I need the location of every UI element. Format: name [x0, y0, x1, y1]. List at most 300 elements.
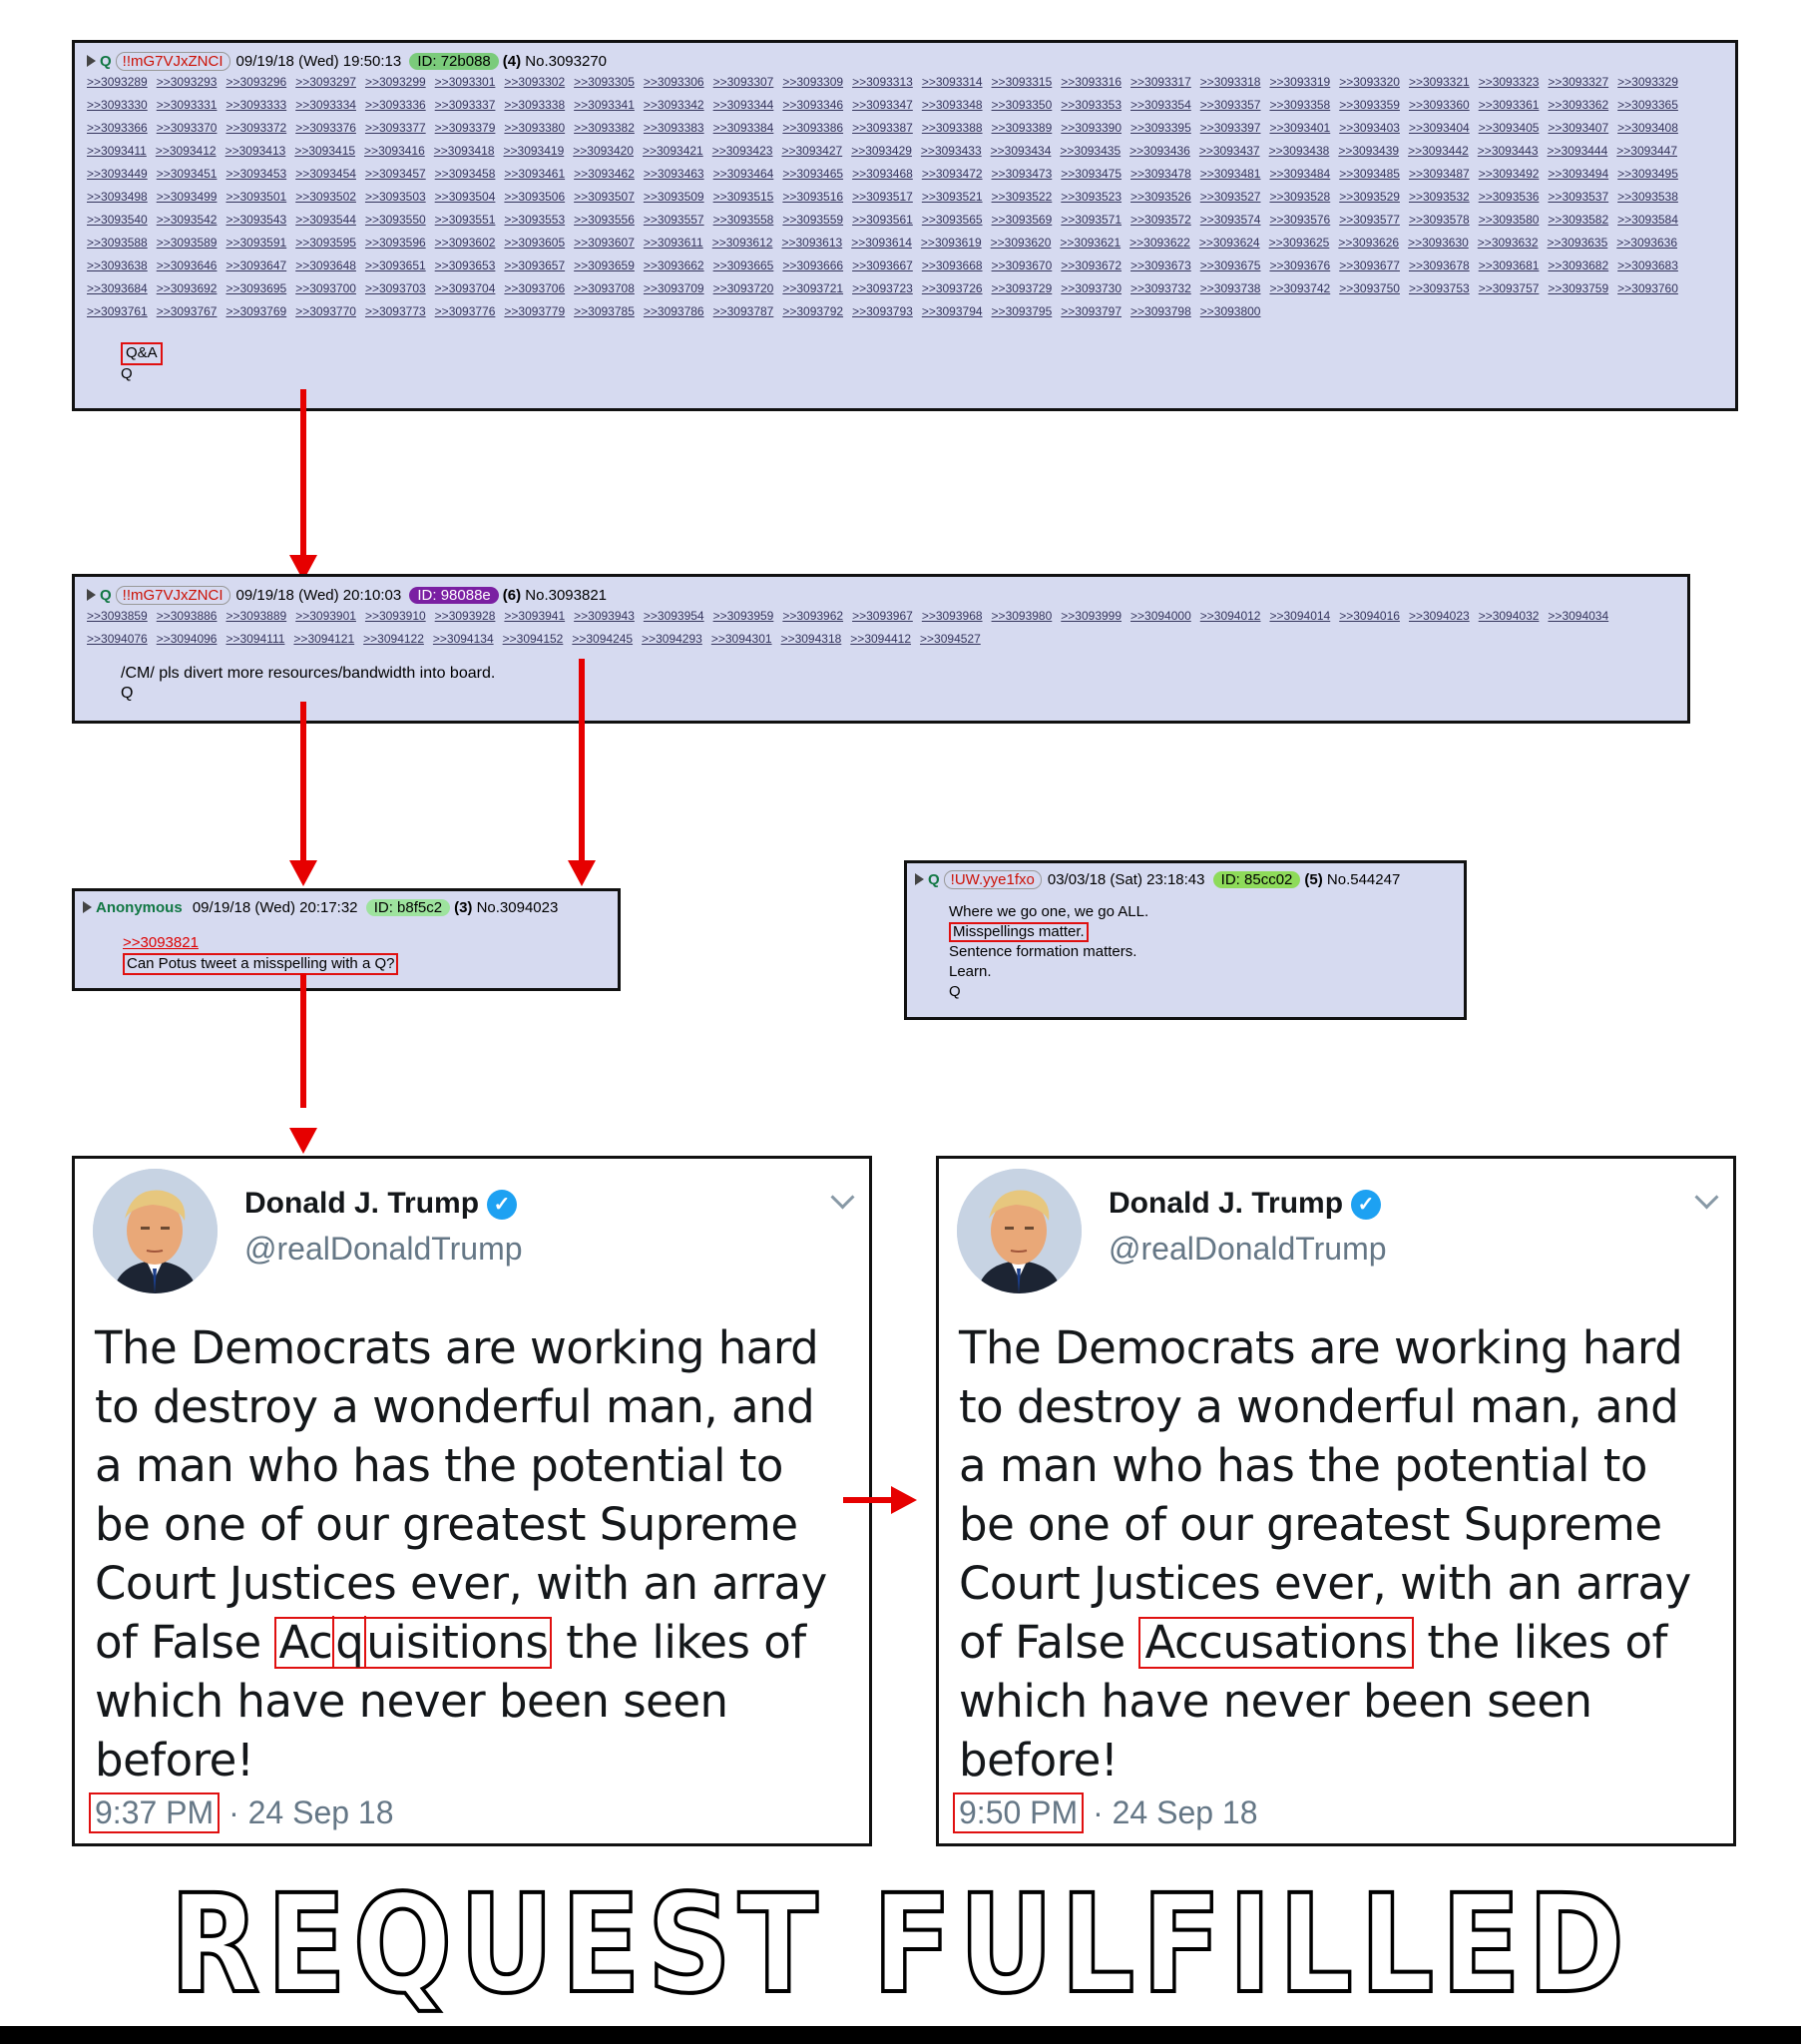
reply-link[interactable]: >>3093700 [295, 280, 356, 295]
reply-link[interactable]: >>3093666 [782, 257, 844, 272]
reply-link[interactable]: >>3093943 [574, 608, 635, 623]
reply-link[interactable]: >>3093305 [574, 74, 635, 89]
reply-link[interactable]: >>3093463 [643, 166, 704, 181]
reply-link[interactable]: >>3093561 [852, 212, 913, 227]
reply-link[interactable]: >>3093416 [364, 143, 425, 158]
reply-link[interactable]: >>3093536 [1478, 189, 1540, 204]
reply-link[interactable]: >>3093366 [87, 120, 148, 135]
reply-link[interactable]: >>3093502 [295, 189, 356, 204]
reply-link[interactable]: >>3093794 [921, 303, 983, 318]
reply-link[interactable]: >>3093910 [364, 608, 426, 623]
reply-link[interactable]: >>3093962 [782, 608, 844, 623]
reply-link[interactable]: >>3094111 [225, 631, 285, 646]
reply-link[interactable]: >>3093630 [1408, 235, 1469, 250]
reply-link[interactable]: >>3093434 [990, 143, 1052, 158]
reply-link[interactable]: >>3093667 [852, 257, 913, 272]
reply-link[interactable]: >>3093380 [504, 120, 566, 135]
reply-link[interactable]: >>3093767 [156, 303, 218, 318]
reply-link[interactable]: >>3093626 [1338, 235, 1400, 250]
tweet-timestamp[interactable] [89, 1792, 394, 1833]
reply-link[interactable]: >>3093309 [782, 74, 844, 89]
poster-id-badge[interactable]: ID: b8f5c2 [366, 899, 450, 916]
reply-link[interactable]: >>3093521 [921, 189, 983, 204]
reply-link[interactable]: >>3093342 [643, 97, 704, 112]
post-number[interactable]: No.3093270 [525, 53, 608, 70]
reply-link[interactable]: >>3093346 [782, 97, 844, 112]
reply-link[interactable]: >>3093859 [87, 608, 148, 623]
reply-link[interactable]: >>3093464 [712, 166, 774, 181]
reply-link[interactable]: >>3093569 [991, 212, 1053, 227]
reply-link[interactable]: >>3093786 [643, 303, 704, 318]
reply-link[interactable]: >>3093481 [1199, 166, 1261, 181]
reply-link[interactable]: >>3093405 [1478, 120, 1540, 135]
reply-link[interactable]: >>3093418 [433, 143, 495, 158]
reply-link[interactable]: >>3093574 [1199, 212, 1261, 227]
reply-link[interactable]: >>3093607 [574, 235, 635, 250]
reply-link[interactable]: >>3093785 [574, 303, 635, 318]
reply-link[interactable]: >>3093361 [1478, 97, 1540, 112]
reply-link[interactable]: >>3093516 [782, 189, 844, 204]
tweet-author-name[interactable] [1109, 1187, 1381, 1221]
reply-link[interactable]: >>3094016 [1339, 608, 1400, 623]
reply-link[interactable]: >>3093559 [782, 212, 844, 227]
reply-link[interactable]: >>3093675 [1199, 257, 1261, 272]
reply-link[interactable]: >>3093647 [225, 257, 287, 272]
quote-link[interactable]: >>3093821 [123, 933, 199, 951]
reply-link[interactable]: >>3093401 [1269, 120, 1331, 135]
chevron-down-icon[interactable] [830, 1185, 854, 1209]
reply-link[interactable]: >>3093333 [225, 97, 287, 112]
reply-link[interactable]: >>3093350 [991, 97, 1053, 112]
avatar[interactable] [93, 1169, 218, 1293]
reply-link[interactable]: >>3093759 [1548, 280, 1609, 295]
reply-link[interactable]: >>3093753 [1408, 280, 1470, 295]
reply-link[interactable]: >>3093316 [1061, 74, 1123, 89]
reply-link[interactable]: >>3093769 [225, 303, 287, 318]
reply-link[interactable]: >>3093503 [364, 189, 426, 204]
reply-link[interactable]: >>3093451 [156, 166, 218, 181]
reply-link[interactable]: >>3093360 [1408, 97, 1470, 112]
reply-link[interactable]: >>3093670 [991, 257, 1053, 272]
reply-link[interactable]: >>3093638 [87, 257, 148, 272]
reply-link[interactable]: >>3093556 [574, 212, 635, 227]
reply-link[interactable]: >>3094096 [156, 631, 218, 646]
reply-link[interactable]: >>3093334 [295, 97, 356, 112]
reply-link[interactable]: >>3093798 [1130, 303, 1191, 318]
reply-link[interactable]: >>3093357 [1199, 97, 1261, 112]
reply-link[interactable]: >>3093526 [1130, 189, 1191, 204]
reply-link[interactable]: >>3093968 [921, 608, 983, 623]
reply-link[interactable]: >>3093582 [1548, 212, 1609, 227]
reply-link[interactable]: >>3093886 [156, 608, 218, 623]
reply-link[interactable]: >>3093967 [852, 608, 913, 623]
reply-link[interactable]: >>3093329 [1617, 74, 1678, 89]
reply-link[interactable]: >>3093523 [1061, 189, 1123, 204]
reply-link[interactable]: >>3093318 [1199, 74, 1261, 89]
reply-link[interactable]: >>3093395 [1130, 120, 1191, 135]
reply-link[interactable]: >>3093959 [712, 608, 774, 623]
reply-link[interactable]: >>3093542 [156, 212, 218, 227]
reply-link[interactable]: >>3093319 [1269, 74, 1331, 89]
reply-link[interactable]: >>3093336 [364, 97, 426, 112]
reply-link[interactable]: >>3093472 [921, 166, 983, 181]
reply-link[interactable]: >>3094012 [1199, 608, 1261, 623]
reply-link[interactable]: >>3093621 [1060, 235, 1122, 250]
reply-link[interactable]: >>3093522 [991, 189, 1053, 204]
reply-link[interactable]: >>3093800 [1199, 303, 1261, 318]
reply-link[interactable]: >>3093795 [991, 303, 1053, 318]
reply-link[interactable]: >>3093388 [921, 120, 983, 135]
reply-link[interactable]: >>3093662 [643, 257, 704, 272]
reply-link[interactable]: >>3093584 [1617, 212, 1678, 227]
reply-link[interactable]: >>3093757 [1478, 280, 1540, 295]
reply-link[interactable]: >>3093377 [364, 120, 426, 135]
reply-link[interactable]: >>3093376 [295, 120, 356, 135]
reply-link[interactable]: >>3093595 [295, 235, 356, 250]
reply-link[interactable]: >>3093738 [1199, 280, 1261, 295]
reply-link[interactable]: >>3093750 [1339, 280, 1400, 295]
tweet-author-name[interactable] [244, 1187, 517, 1221]
reply-link[interactable]: >>3093540 [87, 212, 148, 227]
reply-link[interactable]: >>3093454 [295, 166, 356, 181]
reply-link[interactable]: >>3093551 [434, 212, 496, 227]
reply-link[interactable]: >>3093404 [1408, 120, 1470, 135]
reply-link[interactable]: >>3093353 [1061, 97, 1123, 112]
reply-link[interactable]: >>3093532 [1408, 189, 1470, 204]
reply-link[interactable]: >>3093676 [1269, 257, 1331, 272]
reply-link[interactable]: >>3093330 [87, 97, 148, 112]
reply-link[interactable]: >>3093901 [295, 608, 356, 623]
reply-link[interactable]: >>3093423 [711, 143, 773, 158]
reply-link[interactable]: >>3093386 [782, 120, 844, 135]
reply-link[interactable]: >>3093980 [991, 608, 1053, 623]
reply-link[interactable]: >>3094293 [642, 631, 702, 646]
reply-link[interactable]: >>3093695 [225, 280, 287, 295]
reply-link[interactable]: >>3093632 [1477, 235, 1539, 250]
reply-link[interactable]: >>3093576 [1269, 212, 1331, 227]
reply-link[interactable]: >>3093449 [87, 166, 148, 181]
reply-link[interactable]: >>3093495 [1617, 166, 1678, 181]
reply-link[interactable]: >>3093543 [225, 212, 287, 227]
avatar[interactable] [957, 1169, 1082, 1293]
reply-link[interactable]: >>3093289 [87, 74, 148, 89]
reply-link[interactable]: >>3093484 [1269, 166, 1331, 181]
reply-link[interactable]: >>3093557 [643, 212, 704, 227]
reply-link[interactable]: >>3093293 [156, 74, 218, 89]
reply-link[interactable]: >>3093954 [643, 608, 704, 623]
reply-link[interactable]: >>3093625 [1268, 235, 1330, 250]
reply-link[interactable]: >>3093370 [156, 120, 218, 135]
reply-link[interactable]: >>3093362 [1548, 97, 1609, 112]
reply-link[interactable]: >>3093307 [712, 74, 774, 89]
reply-link[interactable]: >>3093299 [364, 74, 426, 89]
reply-link[interactable]: >>3093578 [1408, 212, 1470, 227]
reply-link[interactable]: >>3093475 [1061, 166, 1123, 181]
reply-link[interactable]: >>3093420 [573, 143, 634, 158]
post-menu-triangle-icon[interactable] [87, 55, 96, 67]
post-menu-triangle-icon[interactable] [87, 589, 96, 601]
reply-link[interactable]: >>3093421 [642, 143, 703, 158]
reply-link[interactable]: >>3093624 [1198, 235, 1260, 250]
reply-link[interactable]: >>3093320 [1339, 74, 1400, 89]
reply-link[interactable]: >>3093558 [712, 212, 774, 227]
reply-link[interactable]: >>3094134 [432, 631, 494, 646]
reply-link[interactable]: >>3093338 [504, 97, 566, 112]
reply-link[interactable]: >>3093341 [574, 97, 635, 112]
reply-link[interactable]: >>3093635 [1547, 235, 1608, 250]
reply-link[interactable]: >>3093397 [1199, 120, 1261, 135]
reply-link[interactable]: >>3093435 [1060, 143, 1122, 158]
reply-link[interactable]: >>3093411 [87, 143, 147, 158]
reply-link[interactable]: >>3093620 [990, 235, 1052, 250]
reply-link[interactable]: >>3093384 [712, 120, 774, 135]
reply-link[interactable]: >>3093442 [1408, 143, 1469, 158]
reply-link[interactable]: >>3093720 [712, 280, 774, 295]
reply-link[interactable]: >>3093538 [1617, 189, 1678, 204]
reply-link[interactable]: >>3093302 [504, 74, 566, 89]
reply-link[interactable]: >>3093528 [1269, 189, 1331, 204]
post-number[interactable]: No.544247 [1326, 871, 1401, 888]
post-menu-triangle-icon[interactable] [915, 873, 924, 885]
reply-link[interactable]: >>3093313 [852, 74, 913, 89]
reply-link[interactable]: >>3093613 [781, 235, 843, 250]
reply-link[interactable]: >>3093527 [1199, 189, 1261, 204]
reply-link[interactable]: >>3094301 [710, 631, 772, 646]
reply-link[interactable]: >>3093296 [225, 74, 287, 89]
reply-link[interactable]: >>3093501 [225, 189, 287, 204]
reply-link[interactable]: >>3093507 [574, 189, 635, 204]
reply-link[interactable]: >>3093612 [711, 235, 773, 250]
reply-link[interactable]: >>3093358 [1269, 97, 1331, 112]
reply-link[interactable]: >>3093478 [1130, 166, 1191, 181]
reply-link[interactable]: >>3093492 [1478, 166, 1540, 181]
post-number[interactable]: No.3094023 [476, 899, 559, 916]
reply-link[interactable]: >>3093499 [156, 189, 218, 204]
reply-link[interactable]: >>3093537 [1548, 189, 1609, 204]
reply-link[interactable]: >>3094023 [1408, 608, 1470, 623]
reply-link[interactable]: >>3093465 [782, 166, 844, 181]
reply-link[interactable]: >>3093580 [1478, 212, 1540, 227]
reply-link[interactable]: >>3093622 [1129, 235, 1190, 250]
reply-link[interactable]: >>3093315 [991, 74, 1053, 89]
reply-link[interactable]: >>3093589 [156, 235, 218, 250]
reply-link[interactable]: >>3094527 [920, 631, 981, 646]
reply-link[interactable]: >>3094034 [1548, 608, 1609, 623]
reply-link[interactable]: >>3093365 [1617, 97, 1678, 112]
reply-link[interactable]: >>3093770 [295, 303, 356, 318]
reply-link[interactable]: >>3093359 [1339, 97, 1400, 112]
reply-link[interactable]: >>3093605 [504, 235, 566, 250]
reply-link[interactable]: >>3093297 [295, 74, 356, 89]
reply-link[interactable]: >>3094000 [1130, 608, 1191, 623]
reply-link[interactable]: >>3093648 [295, 257, 356, 272]
reply-link[interactable]: >>3093473 [991, 166, 1053, 181]
reply-link[interactable]: >>3093941 [504, 608, 566, 623]
reply-link[interactable]: >>3093498 [87, 189, 148, 204]
reply-link[interactable]: >>3093793 [852, 303, 913, 318]
reply-link[interactable]: >>3093565 [921, 212, 983, 227]
reply-link[interactable]: >>3093327 [1548, 74, 1609, 89]
reply-link[interactable]: >>3093797 [1061, 303, 1123, 318]
reply-link[interactable]: >>3093636 [1616, 235, 1677, 250]
reply-link[interactable]: >>3093577 [1339, 212, 1400, 227]
reply-link[interactable]: >>3093443 [1477, 143, 1539, 158]
reply-link[interactable]: >>3093509 [643, 189, 704, 204]
reply-link[interactable]: >>3093317 [1130, 74, 1191, 89]
reply-link[interactable]: >>3094014 [1269, 608, 1331, 623]
reply-link[interactable]: >>3093602 [434, 235, 496, 250]
reply-link[interactable]: >>3093619 [920, 235, 982, 250]
reply-link[interactable]: >>3093321 [1408, 74, 1470, 89]
reply-link[interactable]: >>3093407 [1548, 120, 1609, 135]
reply-link[interactable]: >>3093390 [1061, 120, 1123, 135]
reply-link[interactable]: >>3093928 [434, 608, 496, 623]
reply-link[interactable]: >>3093776 [434, 303, 496, 318]
reply-link[interactable]: >>3093408 [1617, 120, 1678, 135]
reply-link[interactable]: >>3094121 [293, 631, 355, 646]
reply-link[interactable]: >>3093646 [156, 257, 218, 272]
reply-link[interactable]: >>3093529 [1339, 189, 1400, 204]
reply-link[interactable]: >>3093323 [1478, 74, 1540, 89]
reply-link[interactable]: >>3093485 [1339, 166, 1400, 181]
reply-link[interactable]: >>3093761 [87, 303, 148, 318]
reply-link[interactable]: >>3093306 [643, 74, 704, 89]
reply-link[interactable]: >>3093517 [852, 189, 913, 204]
reply-link[interactable]: >>3093515 [712, 189, 774, 204]
reply-link[interactable]: >>3093779 [504, 303, 566, 318]
reply-link[interactable]: >>3093301 [434, 74, 496, 89]
reply-link[interactable]: >>3093415 [294, 143, 356, 158]
reply-link[interactable]: >>3093387 [852, 120, 913, 135]
reply-link[interactable]: >>3094245 [572, 631, 634, 646]
reply-link[interactable]: >>3093494 [1548, 166, 1609, 181]
reply-link[interactable]: >>3093337 [434, 97, 496, 112]
reply-link[interactable]: >>3093462 [574, 166, 635, 181]
poster-id-badge[interactable]: ID: 85cc02 [1213, 871, 1301, 888]
reply-link[interactable]: >>3093792 [782, 303, 844, 318]
reply-link[interactable]: >>3093678 [1408, 257, 1470, 272]
reply-link[interactable]: >>3094318 [780, 631, 842, 646]
reply-link[interactable]: >>3093504 [434, 189, 496, 204]
reply-link[interactable]: >>3094076 [87, 631, 148, 646]
reply-link[interactable]: >>3093730 [1061, 280, 1123, 295]
reply-link[interactable]: >>3093659 [574, 257, 635, 272]
reply-link[interactable]: >>3093706 [504, 280, 566, 295]
reply-link[interactable]: >>3093729 [991, 280, 1053, 295]
reply-link[interactable]: >>3093544 [295, 212, 356, 227]
reply-link[interactable]: >>3093672 [1061, 257, 1123, 272]
reply-link[interactable]: >>3093726 [921, 280, 983, 295]
reply-link[interactable]: >>3093458 [434, 166, 496, 181]
poster-id-badge[interactable]: ID: 98088e [409, 587, 498, 604]
reply-link[interactable]: >>3093314 [921, 74, 983, 89]
reply-link[interactable]: >>3094152 [502, 631, 564, 646]
reply-link[interactable]: >>3093596 [364, 235, 426, 250]
reply-link[interactable]: >>3093591 [225, 235, 287, 250]
post-number[interactable]: No.3093821 [525, 587, 608, 604]
reply-link[interactable]: >>3093506 [504, 189, 566, 204]
reply-link[interactable]: >>3093999 [1061, 608, 1123, 623]
reply-link[interactable]: >>3093553 [504, 212, 566, 227]
reply-link[interactable]: >>3093681 [1478, 257, 1540, 272]
reply-link[interactable]: >>3093453 [225, 166, 287, 181]
reply-link[interactable]: >>3093614 [851, 235, 912, 250]
reply-link[interactable]: >>3093742 [1269, 280, 1331, 295]
reply-link[interactable]: >>3093379 [434, 120, 496, 135]
reply-link[interactable]: >>3093677 [1339, 257, 1400, 272]
reply-link[interactable]: >>3093412 [155, 143, 217, 158]
reply-link[interactable]: >>3094032 [1478, 608, 1540, 623]
reply-link[interactable]: >>3093347 [852, 97, 913, 112]
reply-link[interactable]: >>3093723 [852, 280, 913, 295]
reply-link[interactable]: >>3093383 [643, 120, 704, 135]
reply-link[interactable]: >>3093709 [643, 280, 704, 295]
reply-link[interactable]: >>3093708 [574, 280, 635, 295]
reply-link[interactable]: >>3093437 [1198, 143, 1260, 158]
reply-link[interactable]: >>3093668 [921, 257, 983, 272]
reply-link[interactable]: >>3093673 [1130, 257, 1191, 272]
reply-link[interactable]: >>3093344 [712, 97, 774, 112]
reply-link[interactable]: >>3093684 [87, 280, 148, 295]
reply-link[interactable]: >>3093682 [1548, 257, 1609, 272]
reply-link[interactable]: >>3093419 [503, 143, 565, 158]
reply-link[interactable]: >>3093468 [852, 166, 913, 181]
reply-link[interactable]: >>3093651 [364, 257, 426, 272]
reply-link[interactable]: >>3093704 [434, 280, 496, 295]
reply-link[interactable]: >>3093732 [1130, 280, 1191, 295]
reply-link[interactable]: >>3093572 [1130, 212, 1191, 227]
reply-link[interactable]: >>3093447 [1616, 143, 1677, 158]
reply-link[interactable]: >>3093427 [781, 143, 843, 158]
reply-link[interactable]: >>3093487 [1408, 166, 1470, 181]
reply-link[interactable]: >>3093403 [1339, 120, 1400, 135]
reply-link[interactable]: >>3093433 [920, 143, 982, 158]
reply-link[interactable]: >>3093550 [364, 212, 426, 227]
reply-link[interactable]: >>3093665 [712, 257, 774, 272]
reply-link[interactable]: >>3093571 [1061, 212, 1123, 227]
reply-link[interactable]: >>3093429 [851, 143, 912, 158]
reply-link[interactable]: >>3093457 [364, 166, 426, 181]
reply-link[interactable]: >>3093438 [1268, 143, 1330, 158]
reply-link[interactable]: >>3093653 [434, 257, 496, 272]
reply-link[interactable]: >>3093683 [1617, 257, 1678, 272]
reply-link[interactable]: >>3093692 [156, 280, 218, 295]
reply-link[interactable]: >>3093331 [156, 97, 218, 112]
tweet-author-handle[interactable]: @realDonaldTrump [244, 1231, 523, 1267]
reply-link[interactable]: >>3093348 [921, 97, 983, 112]
reply-link[interactable]: >>3093444 [1547, 143, 1608, 158]
reply-link[interactable]: >>3093773 [364, 303, 426, 318]
reply-link[interactable]: >>3094122 [363, 631, 424, 646]
poster-id-badge[interactable]: ID: 72b088 [409, 53, 498, 70]
reply-link[interactable]: >>3093611 [643, 235, 703, 250]
reply-link[interactable]: >>3093787 [712, 303, 774, 318]
reply-link[interactable]: >>3093657 [504, 257, 566, 272]
reply-link[interactable]: >>3094412 [850, 631, 912, 646]
reply-link[interactable]: >>3093703 [364, 280, 426, 295]
reply-link[interactable]: >>3093721 [782, 280, 844, 295]
reply-link[interactable]: >>3093372 [225, 120, 287, 135]
reply-link[interactable]: >>3093461 [504, 166, 566, 181]
chevron-down-icon[interactable] [1694, 1185, 1718, 1209]
reply-link[interactable]: >>3093413 [225, 143, 286, 158]
reply-link[interactable]: >>3093354 [1130, 97, 1191, 112]
reply-link[interactable]: >>3093889 [225, 608, 287, 623]
reply-link[interactable]: >>3093436 [1129, 143, 1190, 158]
tweet-author-handle[interactable]: @realDonaldTrump [1109, 1231, 1387, 1267]
reply-link[interactable]: >>3093760 [1617, 280, 1678, 295]
reply-link[interactable]: >>3093382 [574, 120, 635, 135]
